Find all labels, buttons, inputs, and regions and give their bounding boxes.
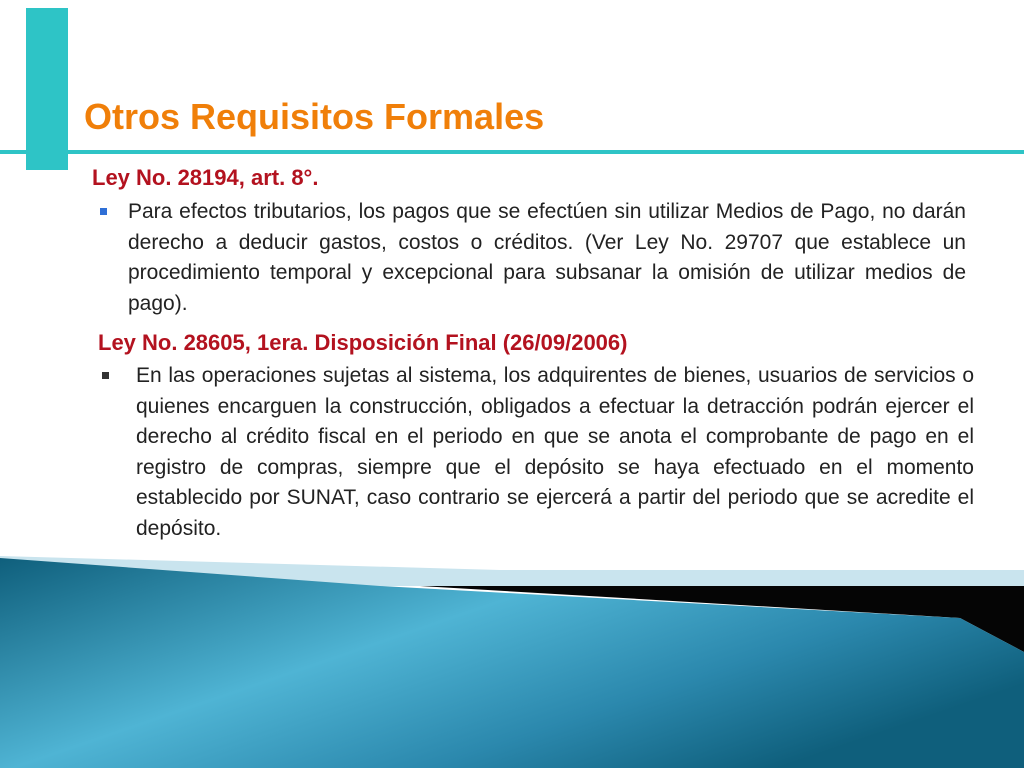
section-heading-ley-28605: Ley No. 28605, 1era. Disposición Final (26/09/2006)	[98, 330, 628, 355]
square-bullet-icon	[100, 208, 107, 215]
accent-bar	[26, 8, 68, 170]
slide-title: Otros Requisitos Formales	[84, 96, 545, 137]
title-divider	[0, 150, 1024, 154]
square-bullet-icon	[102, 372, 109, 379]
bullet-text-pagos: Para efectos tributarios, los pagos que se efectúen sin utilizar Medios de Pago, no darán derecho a deducir gastos, costos o créditos. (Ver Ley No. 29707 que establece un procedimiento temporal y excepcional para subsanar la omisión de utilizar medios de pago).	[128, 200, 966, 315]
section-heading-ley-28194: Ley No. 28194, art. 8°.	[92, 165, 319, 190]
decorative-footer-wave	[0, 540, 1024, 768]
bullet-text-detraccion: En las operaciones sujetas al sistema, los adquirentes de bienes, usuarios de servicios o quienes encarguen la construcción, obligados a efectuar la detracción podrán ejercer el derecho al crédito fiscal en el periodo en que se anota el comprobante de pago en el registro de compras, siempre que el depósito se haya efectuado en el momento establecido por SUNAT, caso contrario se ejercerá a partir del periodo que se acredite el depósito.	[136, 364, 974, 540]
